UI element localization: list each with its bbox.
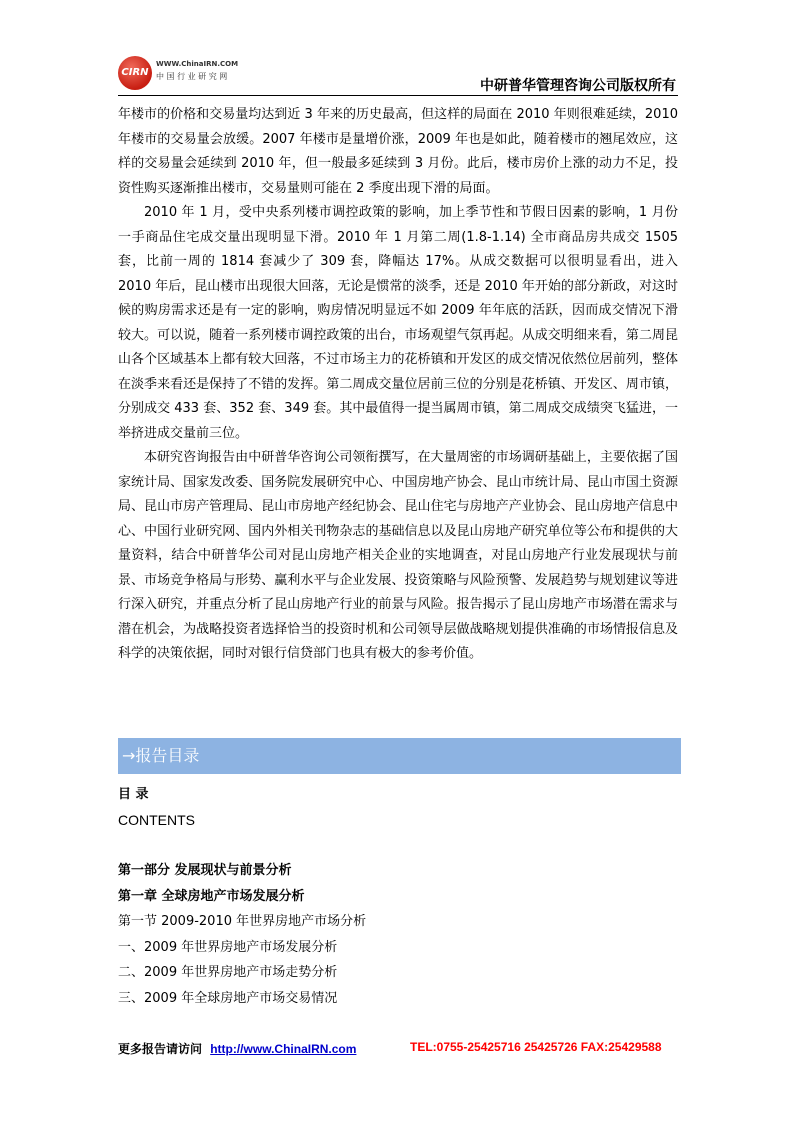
section-heading-bar bbox=[118, 738, 681, 774]
logo-name: 中 国 行 业 研 究 网 bbox=[156, 72, 228, 81]
paragraph: 本研究咨询报告由中研普华咨询公司领衔撰写，在大量周密的市场调研基础上，主要依据了国家统计局、国家发改委、国务院发展研究中心、中国房地产协会、昆山市统计局、昆山市国土资源局、昆山市房产管理局、昆山市房地产经纪协会、昆山住宅与房地产产业协会、昆山房地产信息中心、中国行业研究网、国内外相关刊物杂志的基础信息以及昆山房地产研究单位等公布和提供的大量资料，结合中研普华公司对昆山房地产相关企业的实地调查，对昆山房地产行业发展现状与前景、市场竞争格局与形势、赢利水平与企业发展、投资策略与风险预警、发展趋势与规划建议等进行深入研究，并重点分析了昆山房地产行业的前景与风险。报告揭示了昆山房地产市场潜在需求与潜在机会，为战略投资者选择恰当的投资时机和公司领导层做战略规划提供准确的市场情报信息及科学的决策依据，同时对银行信贷部门也具有极大的参考价值。 bbox=[118, 450, 678, 661]
paragraph: 年楼市的价格和交易量均达到近 3 年来的历史最高，但这样的局面在 2010 年则很难延续，2010 年楼市的交易量会放缓。2007 年楼市是量增价涨，2009 年也是如此，随着楼市的翘尾效应，这样的交易量会延续到 2010 年，但一般最多延续到 3 月份。此后，楼市房价上涨的动力不足，投资性购买逐渐推出楼市，交易量则可能在 2 季度出现下滑的局面。 bbox=[118, 107, 678, 196]
toc-item: 三、2009 年全球房地产市场交易情况 bbox=[118, 990, 338, 1006]
section-title: →报告目录 bbox=[122, 746, 200, 765]
header-divider bbox=[118, 95, 678, 96]
company-logo bbox=[118, 50, 239, 94]
toc-contents-label: CONTENTS bbox=[118, 811, 195, 828]
toc-spacer bbox=[118, 833, 678, 858]
footer-contact: TEL:0755-25425716 25425726 FAX:25429588 bbox=[410, 1040, 662, 1054]
logo-badge: CIRN bbox=[118, 56, 152, 90]
toc-chapter: 第一章 全球房地产市场发展分析 bbox=[118, 888, 305, 904]
page-footer bbox=[118, 1040, 678, 1057]
body-text bbox=[118, 103, 678, 667]
toc-item: 二、2009 年世界房地产市场走势分析 bbox=[118, 965, 338, 980]
toc-item: 一、2009 年世界房地产市场发展分析 bbox=[118, 939, 338, 955]
toc-section: 第一节 2009-2010 年世界房地产市场分析 bbox=[118, 914, 367, 929]
footer-website-link[interactable]: http://www.ChinaIRN.com bbox=[210, 1042, 357, 1056]
copyright-notice: 中研普华管理咨询公司版权所有 bbox=[480, 78, 676, 94]
paragraph: 2010 年 1 月，受中央系列楼市调控政策的影响，加上季节性和节假日因素的影响，1 月份一手商品住宅成交量出现明显下滑。2010 年 1 月第二周(1.8-1.14) 全市商品房共成交 1505 套，比前一周的 1814 套减少了 309 套，降幅达 17%。从成交数据可以很明显看出，进入 2010 年后，昆山楼市出现很大回落，无论是惯常的淡季，还是 2010 年开始的部分新政，对这时候的购房需求还是有一定的影响，购房情况明显远不如 2009 年年底的活跃，因而成交情况下滑较大。可以说，随着一系列楼市调控政策的出台，市场观望气氛再起。从成交明细来看，第二周昆山各个区域基本上都有较大回落，不过市场主力的花桥镇和开发区的成交情况依然位居前列，整体在淡季来看还是保持了不错的发挥。第二周成交量位居前三位的分别是花桥镇、开发区、周市镇，分别成交 433 套、352 套、349 套。其中最值得一提当属周市镇，第二周成交成绩突飞猛进，一举挤进成交量前三位。 bbox=[118, 205, 678, 441]
table-of-contents bbox=[118, 782, 678, 1011]
toc-part: 第一部分 发展现状与前景分析 bbox=[118, 863, 292, 878]
footer-more-label: 更多报告请访问 bbox=[118, 1042, 203, 1056]
logo-url: WWW.ChinaIRN.COM bbox=[156, 60, 239, 68]
page-header bbox=[118, 50, 678, 96]
toc-heading: 目 录 bbox=[118, 787, 149, 802]
